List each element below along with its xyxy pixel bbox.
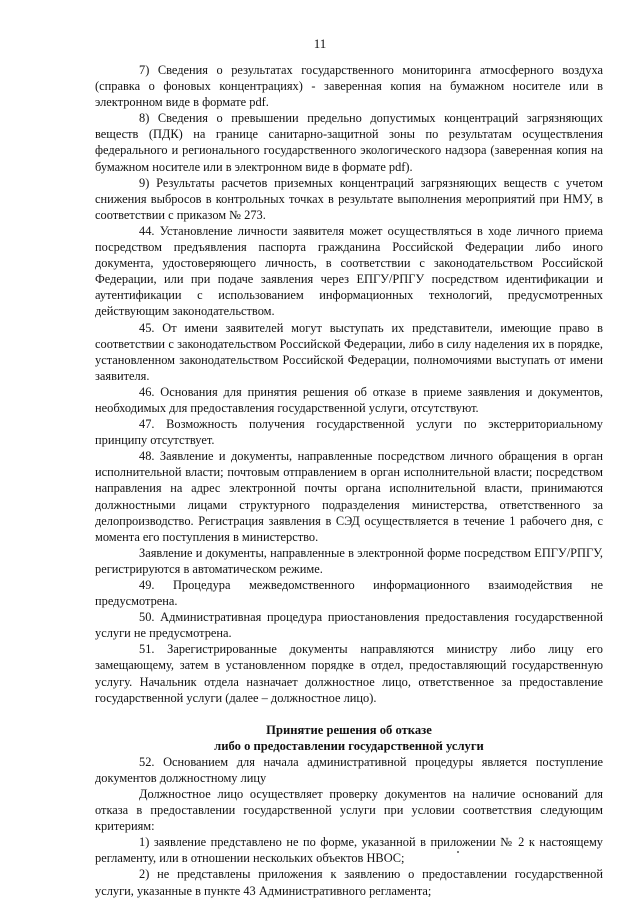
paragraph-47: 47. Возможность получения государственной услуги по экстерриториальному принципу отсутствует. <box>95 417 603 448</box>
paragraph-item-7: 7) Сведения о результатах государственного мониторинга атмосферного воздуха (справка о фоновых концентрациях) - заверенная копия на бумажном носителе или в электронном виде в формате pdf. <box>95 63 603 110</box>
paragraph-48-cont: Заявление и документы, направленные в электронной форме посредством ЕПГУ/РПГУ, регистрируются в автоматическом режиме. <box>95 545 603 576</box>
scan-speck <box>457 851 459 853</box>
criterion-item-1: 1) заявление представлено не по форме, указанной в приложении № 2 к настоящему регламенту, или в отношении нескольких объектов НВОС; <box>95 835 603 866</box>
section-heading-line-1: Принятие решения об отказе <box>266 722 432 737</box>
paragraph-50: 50. Административная процедура приостановления предоставления государственной услуги не предусмотрена. <box>95 610 603 641</box>
paragraph-49: 49. Процедура межведомственного информационного взаимодействия не предусмотрена. <box>95 578 603 609</box>
paragraph-45: 45. От имени заявителей могут выступать их представители, имеющие право в соответствии с законодательством Российской Федерации, либо в силу наделения их в порядке, установленном законодательством Российской Федерации, полномочиями выступать от имени заявителя. <box>95 320 603 383</box>
paragraph-item-9: 9) Результаты расчетов приземных концентраций загрязняющих веществ с учетом снижения выбросов в контрольных точках в результате выполнения мероприятий при НМУ, в соответствии с приказом № 273. <box>95 175 603 222</box>
section-heading-line-2: либо о предоставлении государственной услуги <box>214 738 484 753</box>
paragraph-51: 51. Зарегистрированные документы направляются министру либо лицу его замещающему, затем в установленном порядке в отдел, предоставляющий государственную услугу. Начальник отдела назначает должностное лицо, ответственное за предоставление государственной услуги (далее – должностное лицо). <box>95 642 603 705</box>
paragraph-item-8: 8) Сведения о превышении предельно допустимых концентраций загрязняющих веществ (ПДК) на границе санитарно-защитной зоны по результатам осуществления федерального и регионального государственного экологического надзора (заверенная копия на бумажном носителе или в электронном виде в формате pdf). <box>95 111 603 174</box>
paragraph-44: 44. Установление личности заявителя может осуществляться в ходе личного приема посредством предъявления паспорта гражданина Российской Федерации либо иного документа, удостоверяющего личность, в соответствии с законодательством Российской Федерации, или при подаче заявления через ЕПГУ/РПГУ посредством идентификации и аутентификации с использованием информационных технологий, предусмотренных действующим законодательством. <box>95 223 603 319</box>
paragraph-52: 52. Основанием для начала административной процедуры является поступление документов должностному лицу <box>95 754 603 785</box>
section-heading <box>95 722 603 754</box>
paragraph-48: 48. Заявление и документы, направленные посредством личного обращения в орган исполнительной власти; почтовым отправлением в орган исполнительной власти; посредством направления на адрес электронной почты органа исполнительной власти, принимаются должностными лицами структурного подразделения министерства, ответственного за делопроизводство. Регистрация заявления в СЭД осуществляется в течение 1 рабочего дня, с момента его поступления в министерство. <box>95 449 603 544</box>
criterion-item-2: 2) не представлены приложения к заявлению о предоставлении государственной услуги, указанные в пункте 43 Административного регламента; <box>95 867 603 898</box>
page-number: 11 <box>313 36 327 51</box>
document-body <box>95 62 603 899</box>
paragraph-52-cont: Должностное лицо осуществляет проверку документов на наличие оснований для отказа в предоставлении государственной услуги при условии соответствия следующим критериям: <box>95 786 603 834</box>
paragraph-46: 46. Основания для принятия решения об отказе в приеме заявления и документов, необходимых для предоставления государственной услуги, отсутствуют. <box>95 384 603 415</box>
